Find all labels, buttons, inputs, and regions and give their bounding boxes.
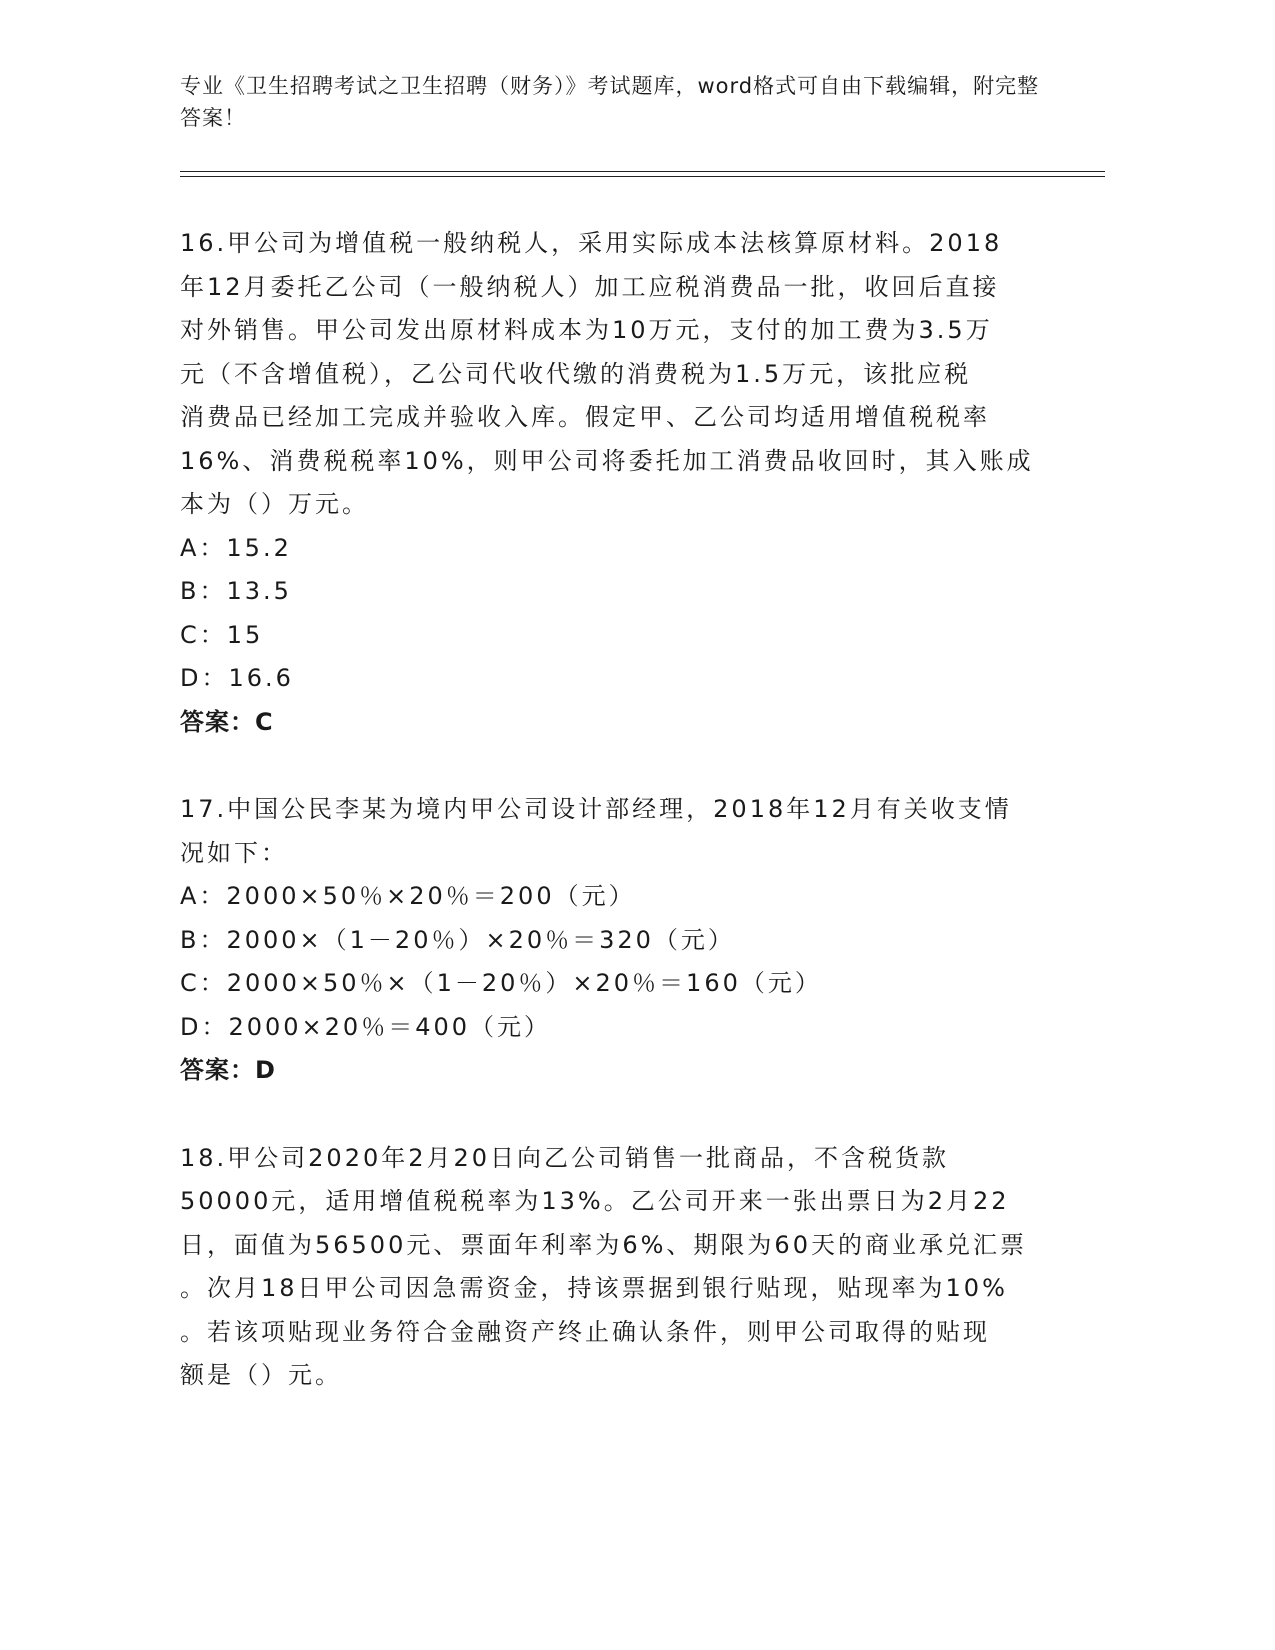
answer-line: 答案：C (180, 707, 274, 736)
option-a: A：2000×50％×20％＝200（元） (180, 882, 636, 910)
option-c: C：15 (180, 620, 264, 649)
option-b: B：2000×（1－20％）×20％＝320（元） (180, 925, 735, 954)
answer-line: 答案：D (180, 1056, 276, 1084)
question-18 (180, 1137, 1040, 1398)
question-stem: 17.中国公民李某为境内甲公司设计部经理，2018年12月有关收支情 况如下： (180, 795, 1012, 867)
document-header: 专业《卫生招聘考试之卫生招聘（财务）》考试题库，word格式可自由下载编辑，附完整答案！ (180, 74, 1040, 130)
option-c: C：2000×50％×（1－20％）×20％＝160（元） (180, 969, 822, 997)
option-d: D：16.6 (180, 664, 294, 692)
option-b: B：13.5 (180, 577, 292, 605)
header-divider-top (180, 171, 1105, 172)
option-d: D：2000×20％＝400（元） (180, 1012, 552, 1041)
option-a: A：15.2 (180, 533, 292, 562)
question-16 (180, 222, 1040, 744)
question-list (180, 222, 1040, 1442)
question-stem: 18.甲公司2020年2月20日向乙公司销售一批商品，不含税货款 50000元，适用增值税税率为13%。乙公司开来一张出票日为2月22 日，面值为56500元、票面年利率为6%、期限为60天的商业承兑汇票 。次月18日甲公司因急需资金，持该票据到银行贴现，贴现率为10% 。若该项贴现业务符合金融资产终止确认条件，则甲公司取得的贴现 额是（）元。 (180, 1143, 1027, 1389)
header-divider-bottom (180, 176, 1105, 177)
question-17 (180, 788, 1040, 1093)
question-stem: 16.甲公司为增值税一般纳税人，采用实际成本法核算原材料。2018 年12月委托乙公司（一般纳税人）加工应税消费品一批，收回后直接 对外销售。甲公司发出原材料成本为10万元，支付的加工费为3.5万 元（不含增值税），乙公司代收代缴的消费税为1.5万元，该批应税 消费品已经加工完成并验收入库。假定甲、乙公司均适用增值税税率 16%、消费税税率10%，则甲公司将委托加工消费品收回时，其入账成 本为（）万元。 (180, 229, 1034, 518)
